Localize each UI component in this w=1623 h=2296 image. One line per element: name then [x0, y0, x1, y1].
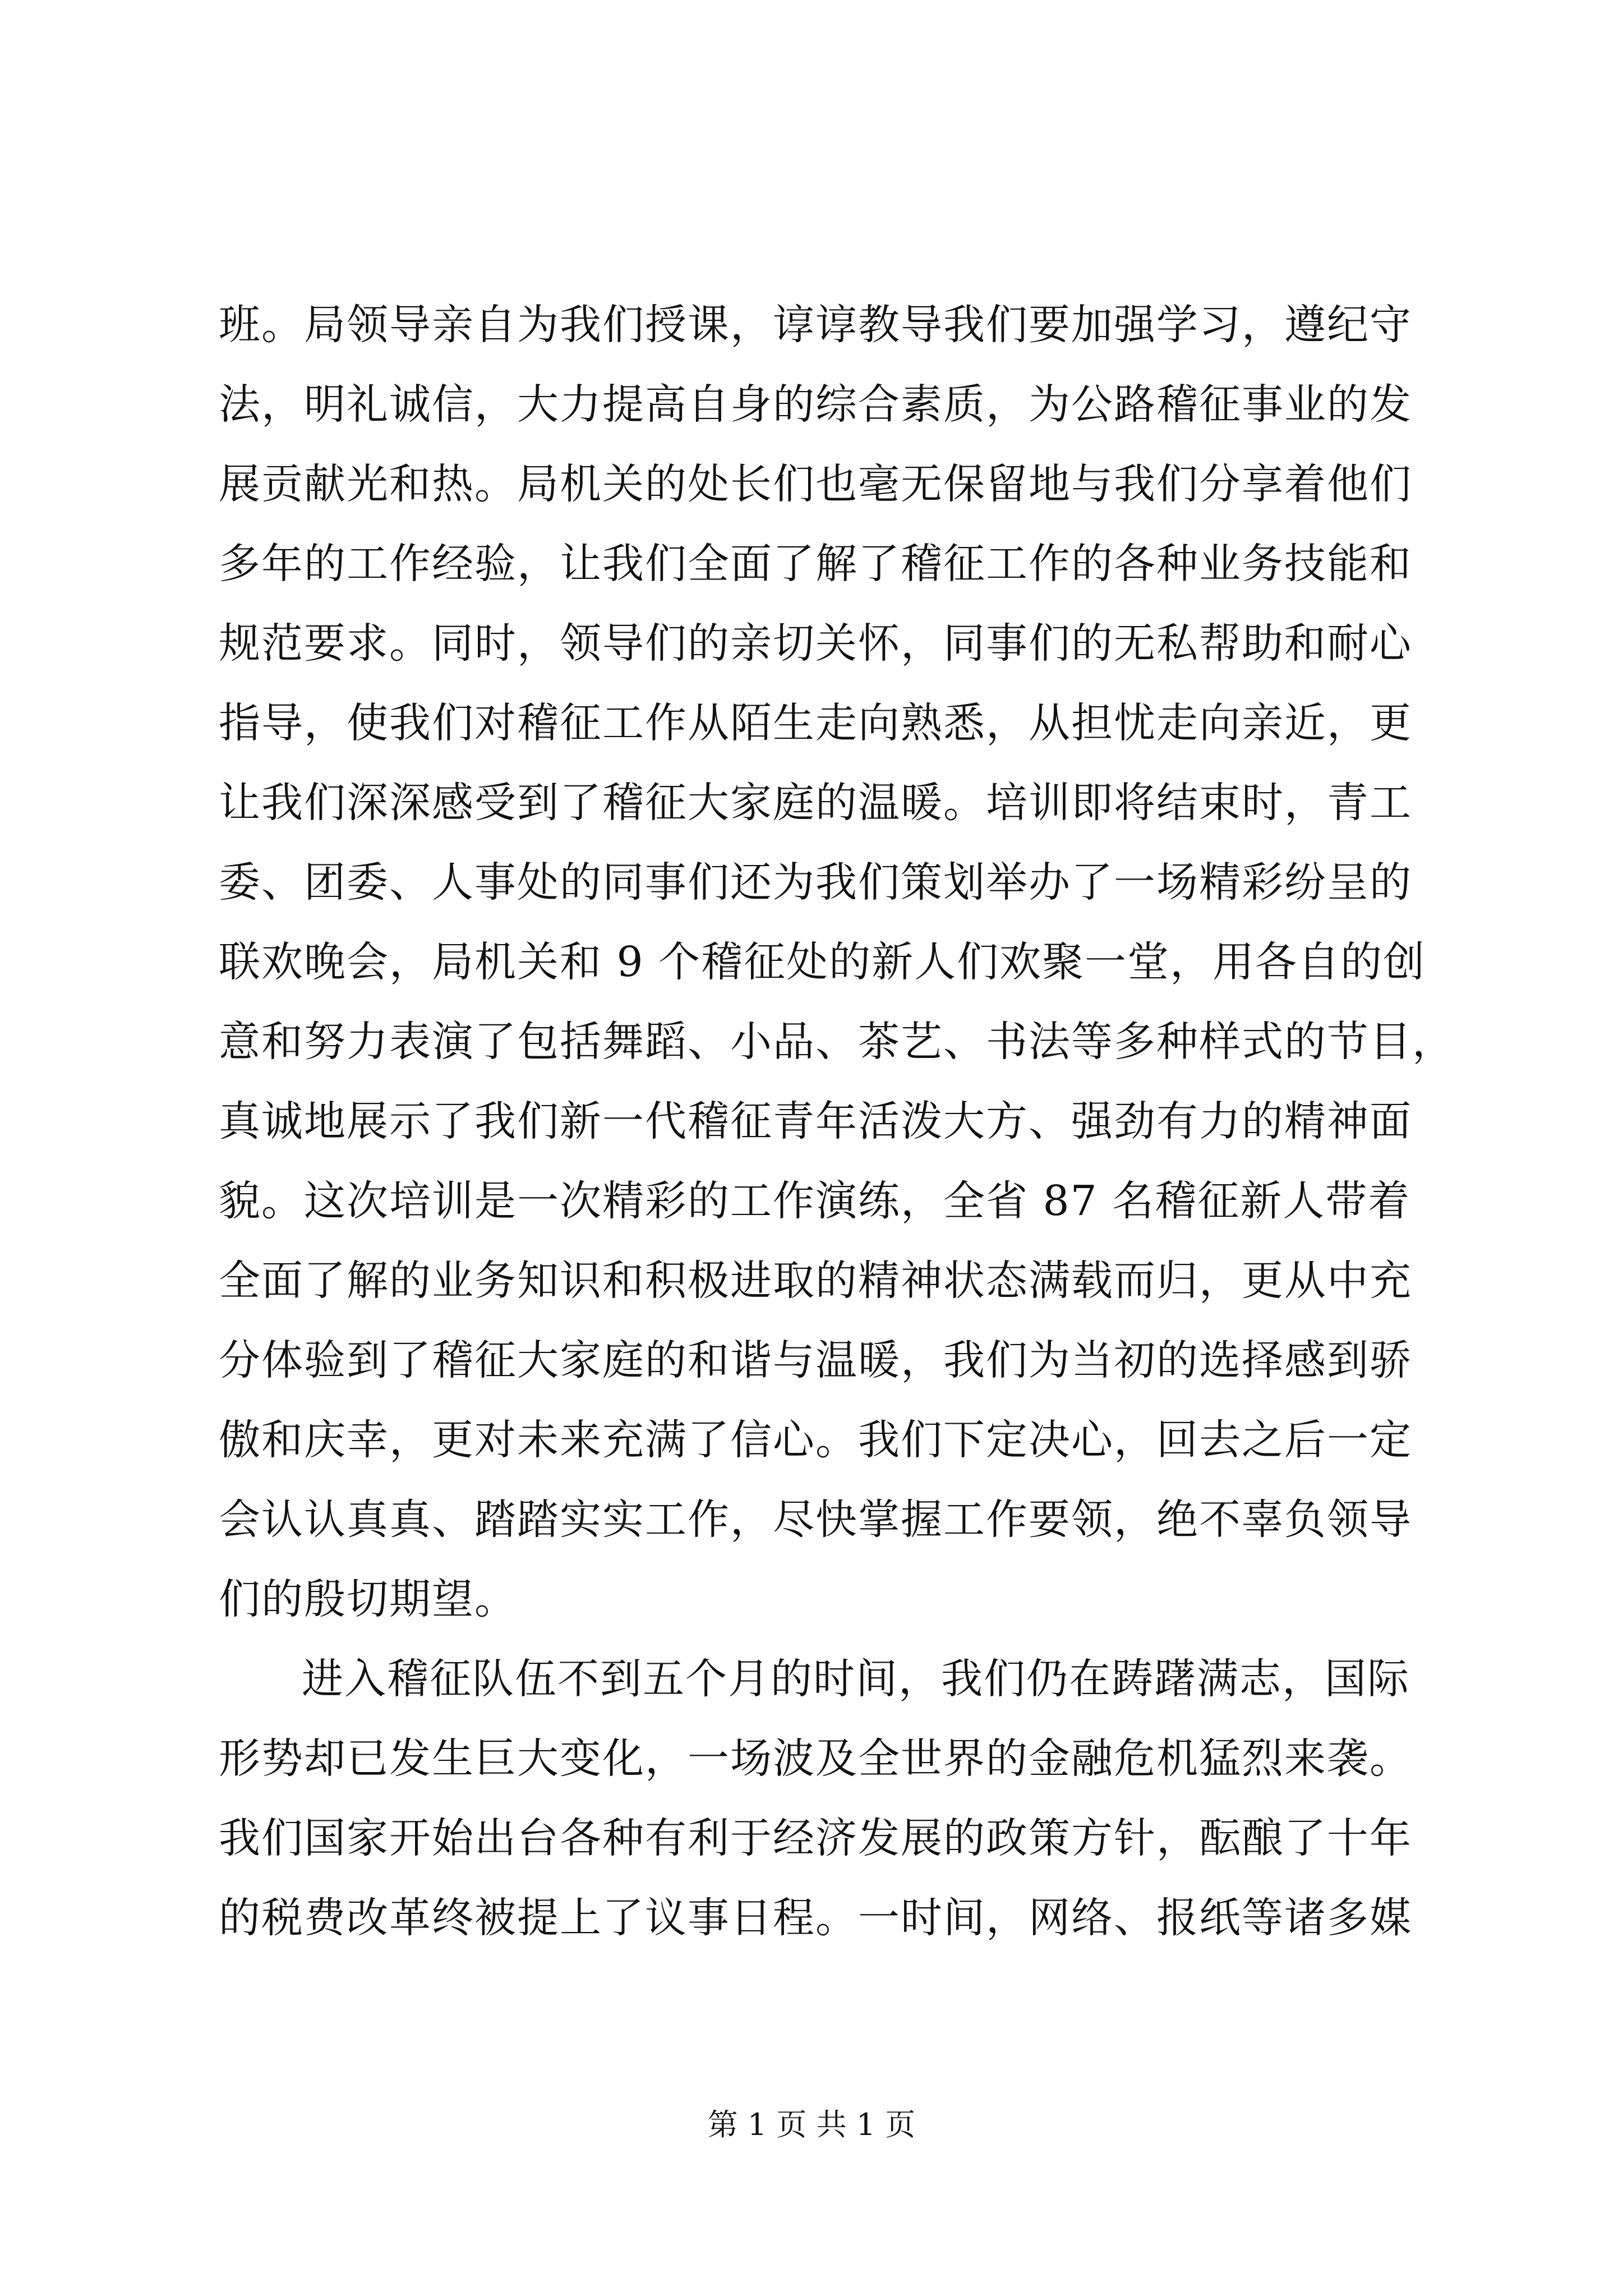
text-line: 的税费改革终被提上了议事日程。一时间，网络、报纸等诸多媒	[219, 1894, 1412, 1942]
text-line: 形势却已发生巨大变化，一场波及全世界的金融危机猛烈来袭。	[219, 1734, 1412, 1783]
text-line: 多年的工作经验，让我们全面了解了稽征工作的各种业务技能和	[219, 540, 1412, 588]
text-line: 傲和庆幸，更对未来充满了信心。我们下定决心，回去之后一定	[219, 1416, 1412, 1464]
text-line: 法，明礼诚信，大力提高自身的综合素质，为公路稽征事业的发	[219, 380, 1412, 429]
text-line: 指导，使我们对稽征工作从陌生走向熟悉，从担忧走向亲近，更	[219, 699, 1412, 747]
text-line: 貌。这次培训是一次精彩的工作演练，全省 87 名稽征新人带着	[219, 1177, 1411, 1225]
document-body	[219, 285, 1455, 1958]
text-line: 们的殷切期望。	[219, 1575, 517, 1623]
text-line: 意和努力表演了包括舞蹈、小品、茶艺、书法等多种样式的节目，	[219, 1018, 1455, 1066]
text-line: 分体验到了稽征大家庭的和谐与温暖，我们为当初的选择感到骄	[219, 1336, 1412, 1384]
text-line: 委、团委、人事处的同事们还为我们策划举办了一场精彩纷呈的	[219, 858, 1412, 907]
page-number-footer: 第 1 页 共 1 页	[707, 2107, 916, 2142]
text-line: 展贡献光和热。局机关的处长们也毫无保留地与我们分享着他们	[219, 460, 1412, 508]
text-line: 联欢晚会，局机关和 9 个稽征处的新人们欢聚一堂，用各自的创	[219, 938, 1426, 986]
text-line: 让我们深深感受到了稽征大家庭的温暖。培训即将结束时，青工	[219, 779, 1412, 827]
text-line: 会认认真真、踏踏实实工作，尽快掌握工作要领，绝不辜负领导	[219, 1496, 1412, 1544]
paragraph-start-line: 进入稽征队伍不到五个月的时间，我们仍在踌躇满志，国际	[302, 1655, 1410, 1703]
text-line: 我们国家开始出台各种有利于经济发展的政策方针，酝酿了十年	[219, 1814, 1412, 1862]
text-line: 全面了解的业务知识和积极进取的精神状态满载而归，更从中充	[219, 1257, 1412, 1305]
text-line: 规范要求。同时，领导们的亲切关怀，同事们的无私帮助和耐心	[219, 619, 1412, 668]
text-line: 班。局领导亲自为我们授课，谆谆教导我们要加强学习，遵纪守	[219, 301, 1412, 349]
text-line: 真诚地展示了我们新一代稽征青年活泼大方、强劲有力的精神面	[219, 1097, 1412, 1145]
